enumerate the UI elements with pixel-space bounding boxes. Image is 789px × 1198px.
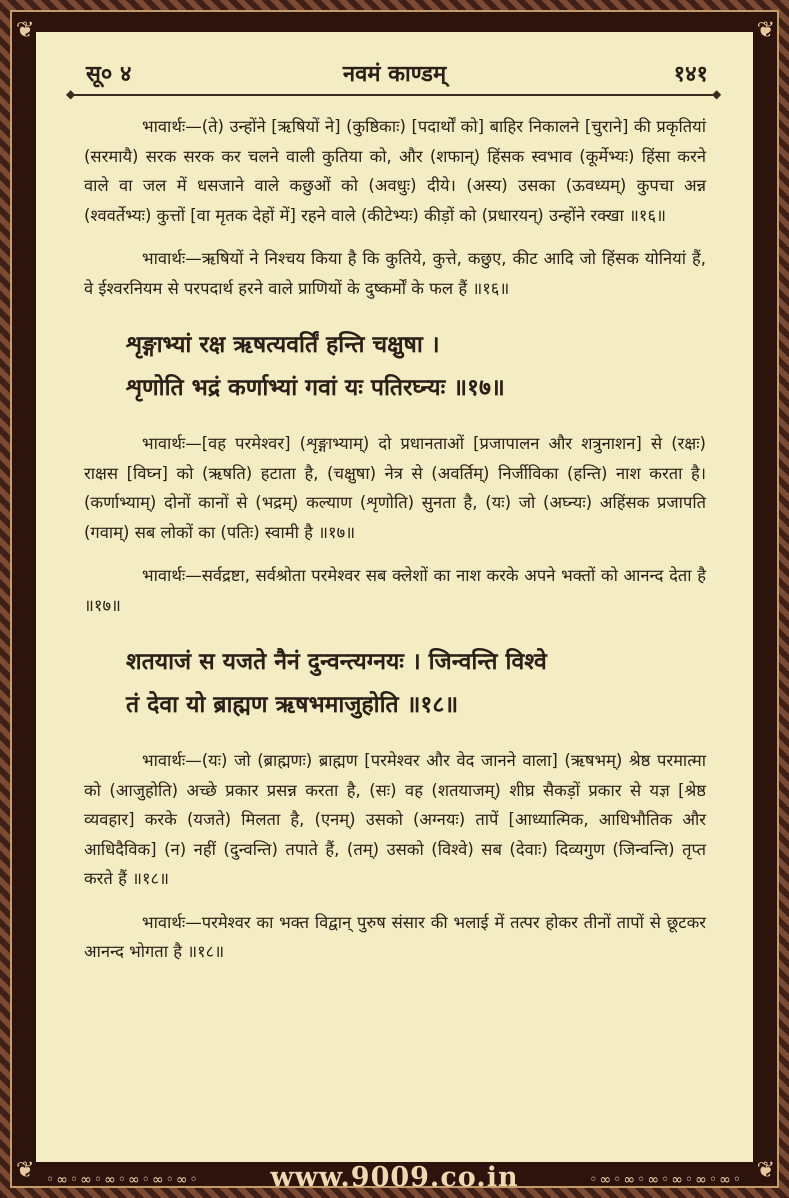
page-header <box>36 58 753 88</box>
verse-line: शतयाजं स यजते नैनं दुन्वन्त्यग्नयः । जिन्वन्ति विश्वे <box>126 648 547 675</box>
commentary-paragraph: भावार्थः—(ते) उन्होंने [ऋषियों ने] (कुष्ठिकाः) [पदार्थों को] बाहिर निकालने [चुराने] की प्रकृतियां (सरमायै) सरक सरक कर चलने वाली कुतिया को, और (शफान्) हिंसक स्वभाव (कूर्मेभ्यः) हिंसा करने वाले वा जल में धसजाने वाले कछुओं को (अवधुः) दीये। (अस्य) उसका (ऊवध्यम्) कुपचा अन्न (श्ववर्तेभ्यः) कुत्तों [वा मृतक देहों में] रहने वाले (कीटेभ्यः) कीड़ों को (प्रधारयन्) उन्होंने रक्खा ॥१६॥ <box>84 117 706 225</box>
book-page <box>36 32 753 1162</box>
footer-ornament-icon: ◦∞◦∞◦∞◦∞◦∞◦∞◦ <box>46 1172 200 1188</box>
chapter-title: नवमं काण्डम् <box>342 61 447 87</box>
corner-ornament-icon: ❦ <box>16 18 35 43</box>
footer-ornament-icon: ◦∞◦∞◦∞◦∞◦∞◦∞◦ <box>589 1172 743 1188</box>
page-content <box>84 112 706 967</box>
sukta-number: सू० ४ <box>86 61 132 87</box>
verse-line: शृङ्गाभ्यां रक्ष ऋषत्यवर्तिं हन्ति चक्षुषा । <box>126 331 440 358</box>
verse-line: तं देवा यो ब्राह्मण ऋषभमाजुहोति ॥१८॥ <box>126 691 459 718</box>
website-url: www.9009.co.in <box>270 1162 519 1193</box>
rule-end-icon: ◆ <box>712 87 722 101</box>
summary-paragraph: भावार्थः—परमेश्वर का भक्त विद्वान् पुरुष संसार की भलाई में तत्पर होकर तीनों तापों से छूटकर आनन्द भोगता है ॥१८॥ <box>84 912 706 961</box>
corner-ornament-icon: ❦ <box>756 18 775 43</box>
page-number: १४१ <box>673 61 708 87</box>
header-divider <box>74 94 714 96</box>
summary-paragraph: भावार्थः—सर्वद्रष्टा, सर्वश्रोता परमेश्वर सब क्लेशों का नाश करके अपने भक्तों को आनन्द देता है ॥१७॥ <box>84 566 706 615</box>
commentary-paragraph: भावार्थः—[वह परमेश्वर] (शृङ्गाभ्याम्) दो प्रधानताओं [प्रजापालन और शत्रुनाशन] से (रक्षः) राक्षस [विघ्न] को (ऋषति) हटाता है, (चक्षुषा) नेत्र से (अवर्तिम्) निर्जीविका (हन्ति) नाश करता है। (कर्णाभ्याम्) दोनों कानों से (भद्रम्) कल्याण (शृणोति) सुनता है, (यः) जो (अघ्न्यः) अहिंसक प्रजापति (गवाम्) सब लोकों का (पतिः) स्वामी है ॥१७॥ <box>84 434 706 542</box>
footer <box>36 1162 753 1192</box>
corner-ornament-icon: ❦ <box>756 1158 775 1183</box>
verse-line: शृणोति भद्रं कर्णाभ्यां गवां यः पतिरघ्न्यः ॥१७॥ <box>126 374 505 401</box>
rule-end-icon: ◆ <box>66 87 76 101</box>
commentary-paragraph: भावार्थः—(यः) जो (ब्राह्मणः) ब्राह्मण [परमेश्वर और वेद जानने वाला] (ऋषभम्) श्रेष्ठ परमात्मा को (आजुहोति) अच्छे प्रकार प्रसन्न करता है, (सः) वह (शतयाजम्) शीघ्र सैकड़ों प्रकार से यज्ञ [श्रेष्ठ व्यवहार] करके (यजते) मिलता है, (एनम्) उसको (अग्नयः) तापें [आध्यात्मिक, आधिभौतिक और आधिदैविक] (न) नहीं (दुन्वन्ति) तपाते हैं, (तम्) उसको (विश्वे) सब (देवाः) दिव्यगुण (जिन्वन्ति) तृप्त करते हैं ॥१८॥ <box>84 751 706 888</box>
corner-ornament-icon: ❦ <box>16 1158 35 1183</box>
summary-paragraph: भावार्थः—ऋषियों ने निश्चय किया है कि कुतिये, कुत्ते, कछुए, कीट आदि जो हिंसक योनियां हैं, वे ईश्वरनियम से परपदार्थ हरने वाले प्राणियों के दुष्कर्मों के फल हैं ॥१६॥ <box>84 249 706 298</box>
